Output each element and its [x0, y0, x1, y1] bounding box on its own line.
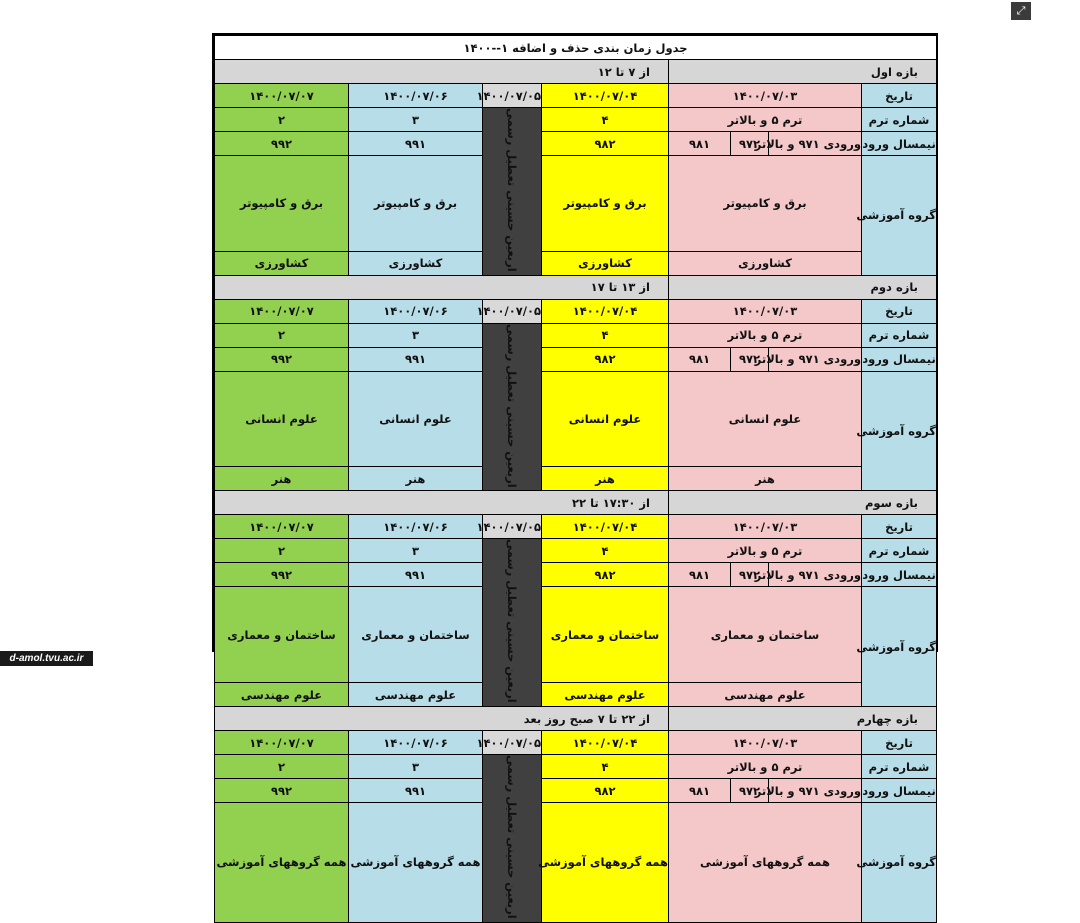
- date-cell: ۱۴۰۰/۰۷/۰۳: [669, 84, 862, 108]
- group-cell: برق و کامپیوتر: [542, 156, 669, 252]
- entry-cell: ۹۹۲: [215, 563, 349, 587]
- date-label: تاریخ: [862, 299, 937, 323]
- group-cell: برق و کامپیوتر: [349, 156, 483, 252]
- group-label: گروه آموزشی: [862, 803, 937, 923]
- term-cell: ۴: [542, 539, 669, 563]
- group-cell: کشاورزی: [669, 251, 862, 275]
- date-label: تاریخ: [862, 731, 937, 755]
- holiday-note: اربعین حسینی تعطیل رسمی: [483, 539, 542, 707]
- term-cell: ۴: [542, 755, 669, 779]
- date-cell: ۱۴۰۰/۰۷/۰۷: [215, 84, 349, 108]
- group-cell: کشاورزی: [349, 251, 483, 275]
- term-label: شماره ترم: [862, 108, 937, 132]
- entry-cell: ۹۸۱: [669, 779, 731, 803]
- entry-label: نیمسال ورود: [862, 132, 937, 156]
- term-cell: ۲: [215, 108, 349, 132]
- date-cell: ۱۴۰۰/۰۷/۰۷: [215, 515, 349, 539]
- entry-cell: ۹۷۲: [731, 347, 769, 371]
- period-time: از ۷ تا ۱۲: [215, 60, 669, 84]
- period-time: از ۱۷:۳۰ تا ۲۲: [215, 491, 669, 515]
- term-cell: ۳: [349, 539, 483, 563]
- date-cell: ۱۴۰۰/۰۷/۰۶: [349, 299, 483, 323]
- group-cell: علوم انسانی: [542, 371, 669, 467]
- date-cell: ۱۴۰۰/۰۷/۰۷: [215, 299, 349, 323]
- date-cell: ۱۴۰۰/۰۷/۰۳: [669, 731, 862, 755]
- entry-cell: ۹۹۲: [215, 132, 349, 156]
- group-cell: ساختمان و معماری: [215, 587, 349, 683]
- term-cell: ۳: [349, 108, 483, 132]
- expand-icon[interactable]: ⤢: [1011, 2, 1031, 20]
- date-cell: ۱۴۰۰/۰۷/۰۵: [483, 299, 542, 323]
- period-time: از ۲۲ تا ۷ صبح روز بعد: [215, 707, 669, 731]
- group-cell: علوم مهندسی: [542, 683, 669, 707]
- schedule-title: جدول زمان بندی حذف و اضافه ۱--۱۴۰۰: [215, 36, 937, 60]
- date-cell: ۱۴۰۰/۰۷/۰۳: [669, 299, 862, 323]
- term-label: شماره ترم: [862, 539, 937, 563]
- entry-cell: ۹۹۲: [215, 347, 349, 371]
- term-cell: ۳: [349, 323, 483, 347]
- term-cell: ۳: [349, 755, 483, 779]
- group-cell: کشاورزی: [542, 251, 669, 275]
- group-cell: علوم مهندسی: [669, 683, 862, 707]
- group-cell: علوم مهندسی: [215, 683, 349, 707]
- group-cell: همه گروههای آموزشی: [215, 803, 349, 923]
- term-cell: ترم ۵ و بالاتر: [669, 539, 862, 563]
- entry-cell: ۹۸۱: [669, 132, 731, 156]
- period-name: بازه سوم: [669, 491, 937, 515]
- group-cell: هنر: [349, 467, 483, 491]
- date-cell: ۱۴۰۰/۰۷/۰۵: [483, 515, 542, 539]
- group-cell: علوم انسانی: [349, 371, 483, 467]
- entry-cell: ۹۷۲: [731, 779, 769, 803]
- group-label: گروه آموزشی: [862, 587, 937, 707]
- schedule-table: [212, 33, 938, 919]
- entry-cell: ورودی ۹۷۱ و بالاتر: [769, 132, 862, 156]
- date-cell: ۱۴۰۰/۰۷/۰۶: [349, 84, 483, 108]
- term-cell: ۲: [215, 755, 349, 779]
- date-cell: ۱۴۰۰/۰۷/۰۴: [542, 84, 669, 108]
- term-cell: ترم ۵ و بالاتر: [669, 108, 862, 132]
- entry-cell: ۹۹۱: [349, 132, 483, 156]
- holiday-note: اربعین حسینی تعطیل رسمی: [483, 108, 542, 276]
- holiday-note: اربعین حسینی تعطیل رسمی: [483, 755, 542, 923]
- period-time: از ۱۳ تا ۱۷: [215, 275, 669, 299]
- group-cell: علوم انسانی: [215, 371, 349, 467]
- holiday-note: اربعین حسینی تعطیل رسمی: [483, 323, 542, 491]
- term-cell: ترم ۵ و بالاتر: [669, 755, 862, 779]
- group-cell: برق و کامپیوتر: [215, 156, 349, 252]
- term-cell: ۲: [215, 539, 349, 563]
- entry-cell: ۹۷۲: [731, 132, 769, 156]
- entry-cell: ۹۸۲: [542, 347, 669, 371]
- date-cell: ۱۴۰۰/۰۷/۰۵: [483, 84, 542, 108]
- date-cell: ۱۴۰۰/۰۷/۰۴: [542, 731, 669, 755]
- term-cell: ۴: [542, 323, 669, 347]
- term-label: شماره ترم: [862, 323, 937, 347]
- period-name: بازه دوم: [669, 275, 937, 299]
- entry-label: نیمسال ورود: [862, 563, 937, 587]
- entry-cell: ۹۷۲: [731, 563, 769, 587]
- entry-cell: ورودی ۹۷۱ و بالاتر: [769, 347, 862, 371]
- date-cell: ۱۴۰۰/۰۷/۰۵: [483, 731, 542, 755]
- group-label: گروه آموزشی: [862, 156, 937, 276]
- group-cell: همه گروههای آموزشی: [669, 803, 862, 923]
- term-cell: ۲: [215, 323, 349, 347]
- group-cell: علوم مهندسی: [349, 683, 483, 707]
- group-label: گروه آموزشی: [862, 371, 937, 491]
- entry-label: نیمسال ورود: [862, 779, 937, 803]
- date-cell: ۱۴۰۰/۰۷/۰۶: [349, 515, 483, 539]
- term-cell: ترم ۵ و بالاتر: [669, 323, 862, 347]
- entry-cell: ۹۹۲: [215, 779, 349, 803]
- entry-cell: ۹۹۱: [349, 347, 483, 371]
- entry-cell: ۹۸۲: [542, 132, 669, 156]
- date-cell: ۱۴۰۰/۰۷/۰۷: [215, 731, 349, 755]
- group-cell: همه گروههای آموزشی: [349, 803, 483, 923]
- period-name: بازه اول: [669, 60, 937, 84]
- group-cell: ساختمان و معماری: [349, 587, 483, 683]
- entry-cell: ۹۸۲: [542, 779, 669, 803]
- group-cell: ساختمان و معماری: [542, 587, 669, 683]
- term-label: شماره ترم: [862, 755, 937, 779]
- entry-cell: ۹۹۱: [349, 563, 483, 587]
- date-label: تاریخ: [862, 84, 937, 108]
- group-cell: کشاورزی: [215, 251, 349, 275]
- group-cell: ساختمان و معماری: [669, 587, 862, 683]
- entry-cell: ۹۸۱: [669, 347, 731, 371]
- date-label: تاریخ: [862, 515, 937, 539]
- entry-cell: ۹۸۲: [542, 563, 669, 587]
- term-cell: ۴: [542, 108, 669, 132]
- period-name: بازه چهارم: [669, 707, 937, 731]
- group-cell: علوم انسانی: [669, 371, 862, 467]
- date-cell: ۱۴۰۰/۰۷/۰۳: [669, 515, 862, 539]
- date-cell: ۱۴۰۰/۰۷/۰۶: [349, 731, 483, 755]
- group-cell: هنر: [669, 467, 862, 491]
- date-cell: ۱۴۰۰/۰۷/۰۴: [542, 299, 669, 323]
- group-cell: برق و کامپیوتر: [669, 156, 862, 252]
- date-cell: ۱۴۰۰/۰۷/۰۴: [542, 515, 669, 539]
- group-cell: هنر: [542, 467, 669, 491]
- entry-cell: ۹۹۱: [349, 779, 483, 803]
- group-cell: همه گروههای آموزشی: [542, 803, 669, 923]
- entry-label: نیمسال ورود: [862, 347, 937, 371]
- entry-cell: ۹۸۱: [669, 563, 731, 587]
- entry-cell: ورودی ۹۷۱ و بالاتر: [769, 779, 862, 803]
- entry-cell: ورودی ۹۷۱ و بالاتر: [769, 563, 862, 587]
- group-cell: هنر: [215, 467, 349, 491]
- site-watermark: d-amol.tvu.ac.ir: [0, 651, 93, 666]
